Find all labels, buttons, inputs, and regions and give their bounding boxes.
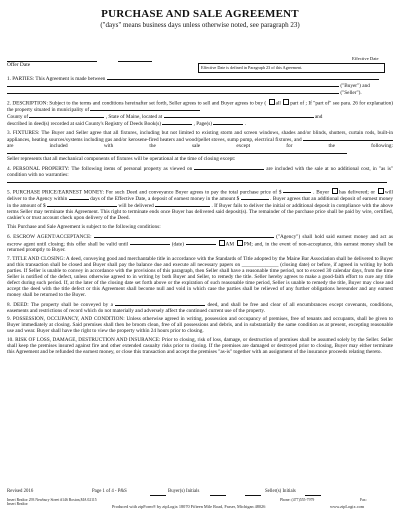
conditions-intro: This Purchase and Sale Agreement is subject to the following conditions: <box>7 223 161 230</box>
section-7-title: 7. TITLE AND CLOSING: A deed, conveying good and merchantable title in accordance with the Standards of Title adopted by the Maine Bar Association shall be delivered to Buyer and this transaction shall be closed and Buyer shall pay the balance due and execute all necessary papers on ______________ (closing date) or before, if agreed in writing by both parties. If Seller is unable to convey in accordance with the provisions of this paragraph, then Seller shall have a reasonable time period, not to exceed 30 calendar days, from the time Seller is notified of the defect, unless otherwise agreed to in writing by both Buyer and Seller, to remedy the title. Seller hereby agrees to make a good-faith effort to cure any title defect during such period. If, at the later of the closing date set forth above or the expiration of such reasonable time period, Seller is unable to remedy the title, Buyer may close and accept the deed with the title defect or this Agreement shall become null and void in which case the parties shall be relieved of any further obligations hereunder and any earnest money shall be returned to the Buyer. <box>7 255 393 299</box>
will-deliver-checkbox[interactable] <box>378 188 384 194</box>
am-checkbox[interactable] <box>219 240 225 246</box>
effective-date-box[interactable] <box>198 63 385 73</box>
footer-seller-initials: Seller(s) Initials <box>265 489 296 494</box>
section-10-risk: 10. RISK OF LOSS, DAMAGE, DESTRUCTION AND INSURANCE: Prior to closing, risk of loss, damage, or destruction of premises shall be assumed solely by the Seller. Seller shall keep the premises insured against fire and other extended casualty risks prior to closing. If the premises are damaged or destroyed prior to closing, Buyer may either terminate this Agreement and be refunded the earnest money, or close this transaction and accept the premises "as-is" together with an assignment of the insurance proceeds relating thereto. <box>7 337 393 356</box>
footer-agency-line-2: Insert Realtor <box>7 502 28 506</box>
buyer-name-field-2[interactable] <box>7 82 339 87</box>
footer-revised: Revised 2016 <box>7 489 34 494</box>
all-checkbox[interactable] <box>269 99 275 105</box>
section-9-possession: 9. POSSESSION, OCCUPANCY, AND CONDITION: Unless otherwise agreed in writing, possession and occupancy of premises, free of tenants and occupants, shall be given to Buyer immediately at closing. Said premises shall then be broom clean, free of all possessions and debris, and in substantially the same condition as at present, excepting reasonable use and wear. Buyer shall have the right to view the property within 24 hours prior to closing. <box>7 316 393 335</box>
footer-agency-line-1: Insert Realtor 293 Newbury Street #146 Boston,MA 02115 <box>7 498 97 502</box>
section-6-escrow: 6. ESCROW AGENT/ACCEPTANCE: ("Agency") shall hold said earnest money and act as escrow agent until closing; this offer shall be valid until (date) AM PM; and, in the event of non-acceptance, this earnest money shall be returned promptly to Buyer. <box>7 233 394 254</box>
footer-url[interactable]: www.zipLogix.com <box>330 504 365 509</box>
buyer-initials-line-2[interactable] <box>210 495 226 496</box>
deed-book-field[interactable] <box>162 120 192 125</box>
seller-initials-line[interactable] <box>245 495 261 496</box>
effective-date-label: Effective Date <box>352 56 379 61</box>
personal-property-field-2[interactable] <box>7 178 387 183</box>
section-1-parties: 1. PARTIES: This Agreement is made between ("Buyer") and ("Seller"). <box>7 75 393 96</box>
pm-checkbox[interactable] <box>237 240 243 246</box>
section-3-fixtures: 3. FIXTURES: The Buyer and Seller agree that all fixtures, including but not limited to existing storm and screen windows, shades and/or blinds, shutters, curtain rods, built-in appliances, heating sources/systems including gas and/or kerosene-fired heaters and wood/pellet stoves, sump pump, electrical fixtures, and are included with the sale except for the following: Seller represents that all mechanical components of fixtures will be operational at the time of closing except: <box>7 130 393 163</box>
personal-property-field[interactable] <box>194 165 264 170</box>
deposit-amount-field[interactable] <box>241 195 269 200</box>
additional-deposit-field[interactable] <box>47 202 117 207</box>
municipality-field[interactable] <box>90 106 200 111</box>
part-checkbox[interactable] <box>283 99 289 105</box>
days-field[interactable] <box>69 195 89 200</box>
escrow-time-field[interactable] <box>186 240 216 245</box>
deed-page-field[interactable] <box>213 120 243 125</box>
county-field[interactable] <box>29 113 104 118</box>
fixtures-field[interactable] <box>303 136 393 141</box>
fixtures-exceptions-field[interactable] <box>7 149 347 154</box>
document-subtitle: ("days" means business days unless otherwise noted, see paragraph 23) <box>100 21 300 29</box>
additional-deposit-date-field[interactable] <box>155 202 210 207</box>
section-5-purchase-price: 5. PURCHASE PRICE/EARNEST MONEY: For such Deed and conveyance Buyer agrees to pay the total purchase price of $ . Buyer has delivered; or will deliver to the Agency within days of the Effective Date, a deposit of earnest money in the amount $ . Buyer agrees that an additional deposit of earnest money in the amount of $ will be delivered . If Buyer fails to deliver the initial or additional deposit in compliance with the above terms Seller may terminate this Agreement. This right to terminate ends once Buyer has delivered said deposit(s). The remainder of the purchase price shall be paid by wire, certified, cashier's or trust account check upon delivery of the Deed. <box>7 189 394 222</box>
footer-page: Page 1 of 4 - P&S <box>92 489 127 494</box>
section-4-personal-property: 4. PERSONAL PROPERTY: The following items of personal property as viewed on are included with the sale at no additional cost, in "as is" condition with no warranties: <box>7 165 393 185</box>
located-at-field[interactable] <box>164 113 314 118</box>
buyer-name-field[interactable] <box>107 75 379 80</box>
offer-time-line[interactable] <box>118 61 152 62</box>
escrow-agent-field[interactable] <box>94 233 274 238</box>
purchase-price-field[interactable] <box>283 188 311 193</box>
footer-buyer-initials: Buyer(s) Initials <box>168 489 200 494</box>
seller-initials-line-2[interactable] <box>305 495 321 496</box>
escrow-date-field[interactable] <box>130 240 170 245</box>
document-title: PURCHASE AND SALE AGREEMENT <box>101 8 299 20</box>
offer-date-label: Offer Date <box>7 62 31 68</box>
deed-type-field[interactable] <box>115 301 205 306</box>
footer-phone: Phone: (477)555-7979 <box>280 498 315 502</box>
section-8-deed: 8. DEED: The property shall be conveyed by a deed, and shall be free and clear of all encumbrances except covenants, conditions, easements and restrictions of record which do not materially and adversely affect the continued current use of the property. <box>7 301 394 314</box>
footer-produced-with: Produced with zipForm® by zipLogix 18070 Fifteen Mile Road, Fraser, Michigan 48026 <box>112 504 266 509</box>
has-delivered-checkbox[interactable] <box>332 188 338 194</box>
footer-fax: Fax: <box>360 498 367 502</box>
section-2-description: 2. DESCRIPTION: Subject to the terms and conditions hereinafter set forth, Seller agrees to sell and Buyer agrees to buy ( all part of ; If "part of" see para. 26 for explanation) the property situated in municipality of County of , State of Maine, located at and described in deed(s) recorded at said County's Registry of Deeds Book(s) , Page(s) . <box>7 100 393 128</box>
seller-name-field[interactable] <box>7 89 339 94</box>
buyer-initials-line[interactable] <box>150 495 166 496</box>
effective-date-note: Effective Date is defined in Paragraph 23 of this Agreement. <box>201 65 303 70</box>
agreement-body <box>7 75 393 358</box>
